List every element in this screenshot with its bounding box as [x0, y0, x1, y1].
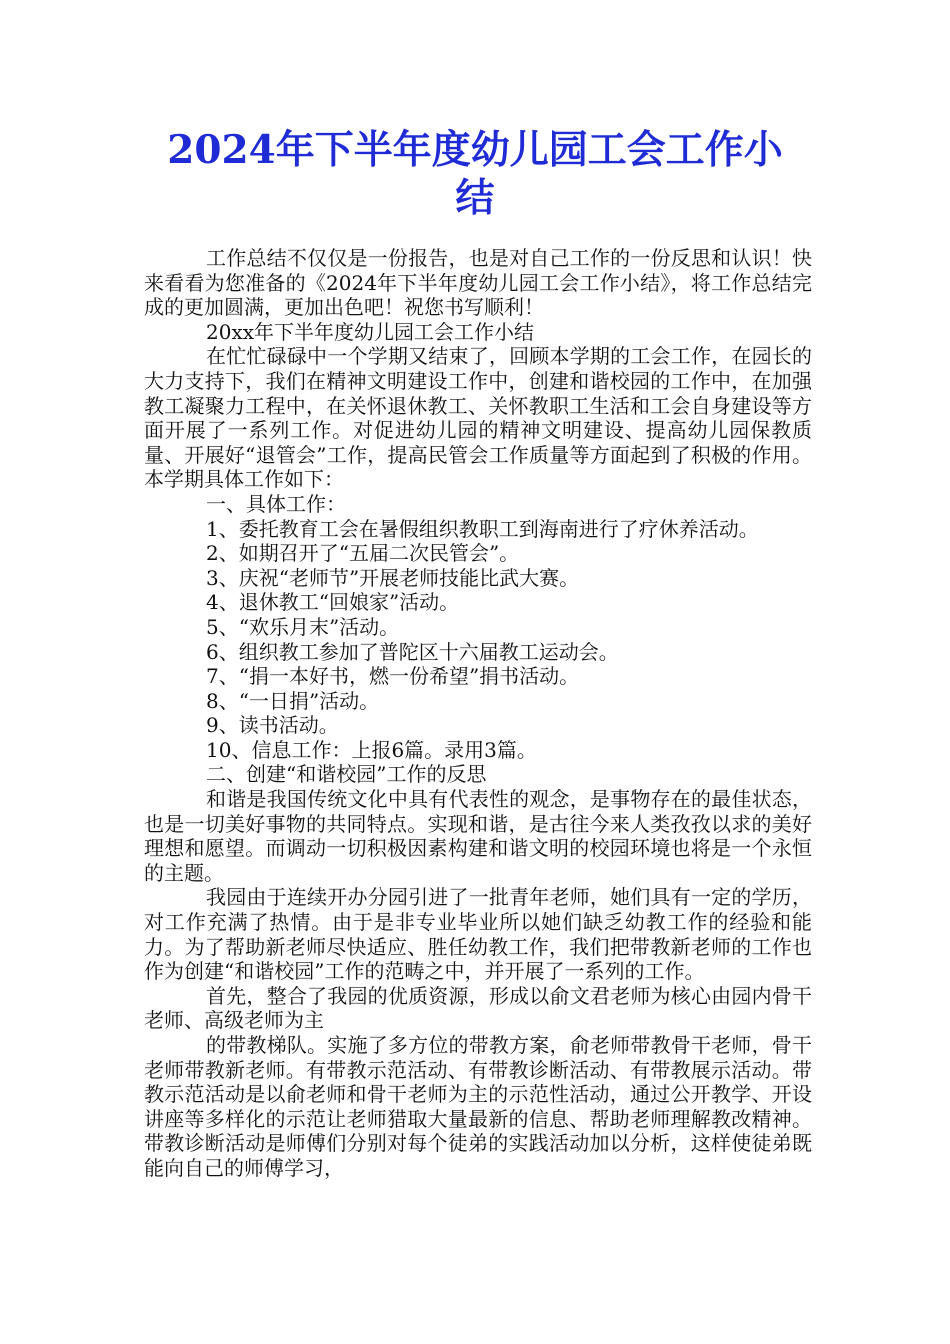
title-line-2: 结: [455, 175, 495, 221]
section-heading-1: 一、具体工作：: [206, 491, 346, 516]
paragraph-1: 在忙忙碌碌中一个学期又结束了，回顾本学期的工会工作，在园长的大力支持下，我们在精神文明建设工作中，创建和谐校园的工作中，在加强教工凝聚力工程中，在关怀退休教工、关怀教职工生活和工会自身建设等方面开展了一系列工作。对促进幼儿园的精神文明建设、提高幼儿园保教质量、开展好“退管会”工作，提高民管会工作质量等方面起到了积极的作用。本学期具体工作如下：: [144, 344, 812, 492]
subtitle-line: 20xx年下半年度幼儿园工会工作小结: [206, 319, 535, 344]
list-item: 7、“捐一本好书，燃一份希望”捐书活动。: [206, 664, 580, 689]
document-body: [144, 246, 812, 1181]
list-item: 3、庆祝“老师节”开展老师技能比武大赛。: [206, 565, 580, 590]
paragraph-4: 首先，整合了我园的优质资源，形成以俞文君老师为核心由园内骨干老师、高级老师为主: [144, 983, 812, 1033]
list-item: 8、“一日捐”活动。: [206, 688, 380, 713]
list-item: 5、“欢乐月末”活动。: [206, 614, 400, 639]
list-item: 1、委托教育工会在暑假组织教职工到海南进行了疗休养活动。: [206, 516, 759, 541]
paragraph-5: 的带教梯队。实施了多方位的带教方案，俞老师带教骨干老师，骨干老师带教新老师。有带教示范活动、有带教诊断活动、有带教展示活动。带教示范活动是以俞老师和骨干老师为主的示范性活动，通过公开教学、开设讲座等多样化的示范让老师猎取大量最新的信息、帮助老师理解教改精神。带教诊断活动是师傅们分别对每个徒弟的实践活动加以分析，这样使徒弟既能向自己的师傅学习，: [144, 1033, 812, 1180]
document-title: [120, 126, 830, 222]
intro-paragraph: 工作总结不仅仅是一份报告，也是对自己工作的一份反思和认识！快来看看为您准备的《2024年下半年度幼儿园工会工作小结》，将工作总结完成的更加圆满，更加出色吧！祝您书写顺利！: [144, 246, 812, 320]
list-item: 9、读书活动。: [206, 713, 339, 738]
paragraph-3: 我园由于连续开办分园引进了一批青年老师，她们具有一定的学历，对工作充满了热情。由于是非专业毕业所以她们缺乏幼教工作的经验和能力。为了帮助新老师尽快适应、胜任幼教工作，我们把带教新老师的工作也作为创建“和谐校园”工作的范畴之中，并开展了一系列的工作。: [144, 885, 812, 984]
list-item: 10、信息工作：上报6篇。录用3篇。: [206, 737, 537, 762]
list-item: 4、退休教工“回娘家”活动。: [206, 590, 460, 615]
list-item: 6、组织教工参加了普陀区十六届教工运动会。: [206, 639, 619, 664]
section-heading-2: 二、创建“和谐校园”工作的反思: [206, 762, 487, 787]
list-item: 2、如期召开了“五届二次民管会”。: [206, 541, 520, 566]
title-line-1: 2024年下半年度幼儿园工会工作小: [167, 127, 783, 173]
paragraph-2: 和谐是我国传统文化中具有代表性的观念，是事物存在的最佳状态，也是一切美好事物的共同特点。实现和谐，是古往今来人类孜孜以求的美好理想和愿望。而调动一切积极因素构建和谐文明的校园环境也将是一个永恒的主题。: [144, 787, 812, 885]
